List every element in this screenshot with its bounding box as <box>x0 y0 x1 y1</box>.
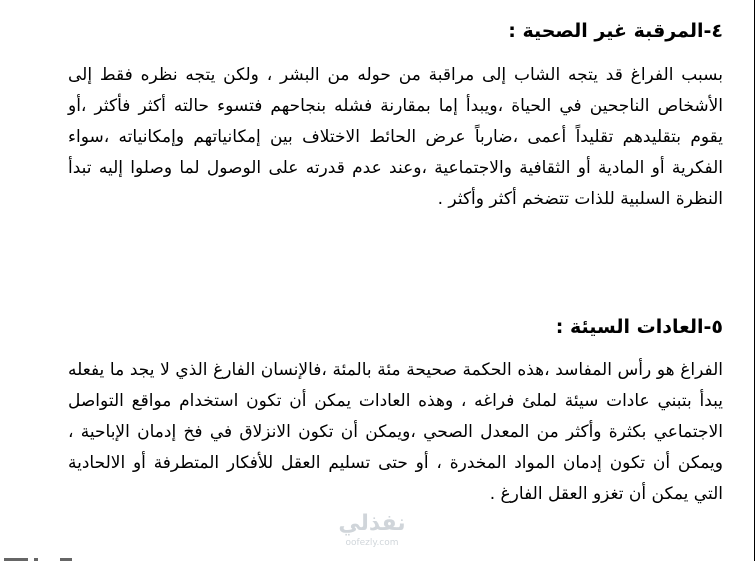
section-4-paragraph: بسبب الفراغ قد يتجه الشاب إلى مراقبة من حوله من البشر ، ولكن يتجه نظره فقط إلى الأشخاص الناجحين في الحياة ،ويبدأ إما بمقارنة فشله بنجاحهم فتسوء حالته أكثر فأكثر ،أو يقوم بتقليدهم تقليداً أعمى ،ضارباً عرض الحائط الاختلاف بين إمكانياتهم وإمكانياته ،سواء الفكرية أو المادية أو الثقافية والاجتماعية ،وعند عدم قدرته على الوصول لما وصلوا إليه تبدأ النظرة السلبية للذات تتضخم أكثر وأكثر . <box>68 65 723 209</box>
section-4-heading: ٤-المرقبة غير الصحية : <box>508 20 723 42</box>
top-edge-strip <box>0 0 755 6</box>
watermark-logo <box>337 510 407 556</box>
section-5-paragraph: الفراغ هو رأس المفاسد ،هذه الحكمة صحيحة مئة بالمئة ،فالإنسان الفارغ الذي لا يجد ما يفعله يبدأ بتبني عادات سيئة لملئ فراغه ، وهذه العادات يمكن أن تكون استخدام مواقع التواصل الاجتماعي بكثرة وأكثر من المعدل الصحي ،ويمكن أن تكون الانزلاق في فخ إدمان الإباحية ، ويمكن أن تكون إدمان المواد المخدرة ، أو حتى تسليم العقل للأفكار المتطرفة أو الالحادية التي يمكن أن تغزو العقل الفارغ . <box>68 360 723 504</box>
watermark-logo-text: نفذلي <box>338 511 406 536</box>
watermark-site-text: oofezly.com <box>345 538 399 548</box>
bottom-ruler-marks <box>0 556 80 561</box>
section-5-heading: ٥-العادات السيئة : <box>555 316 723 338</box>
